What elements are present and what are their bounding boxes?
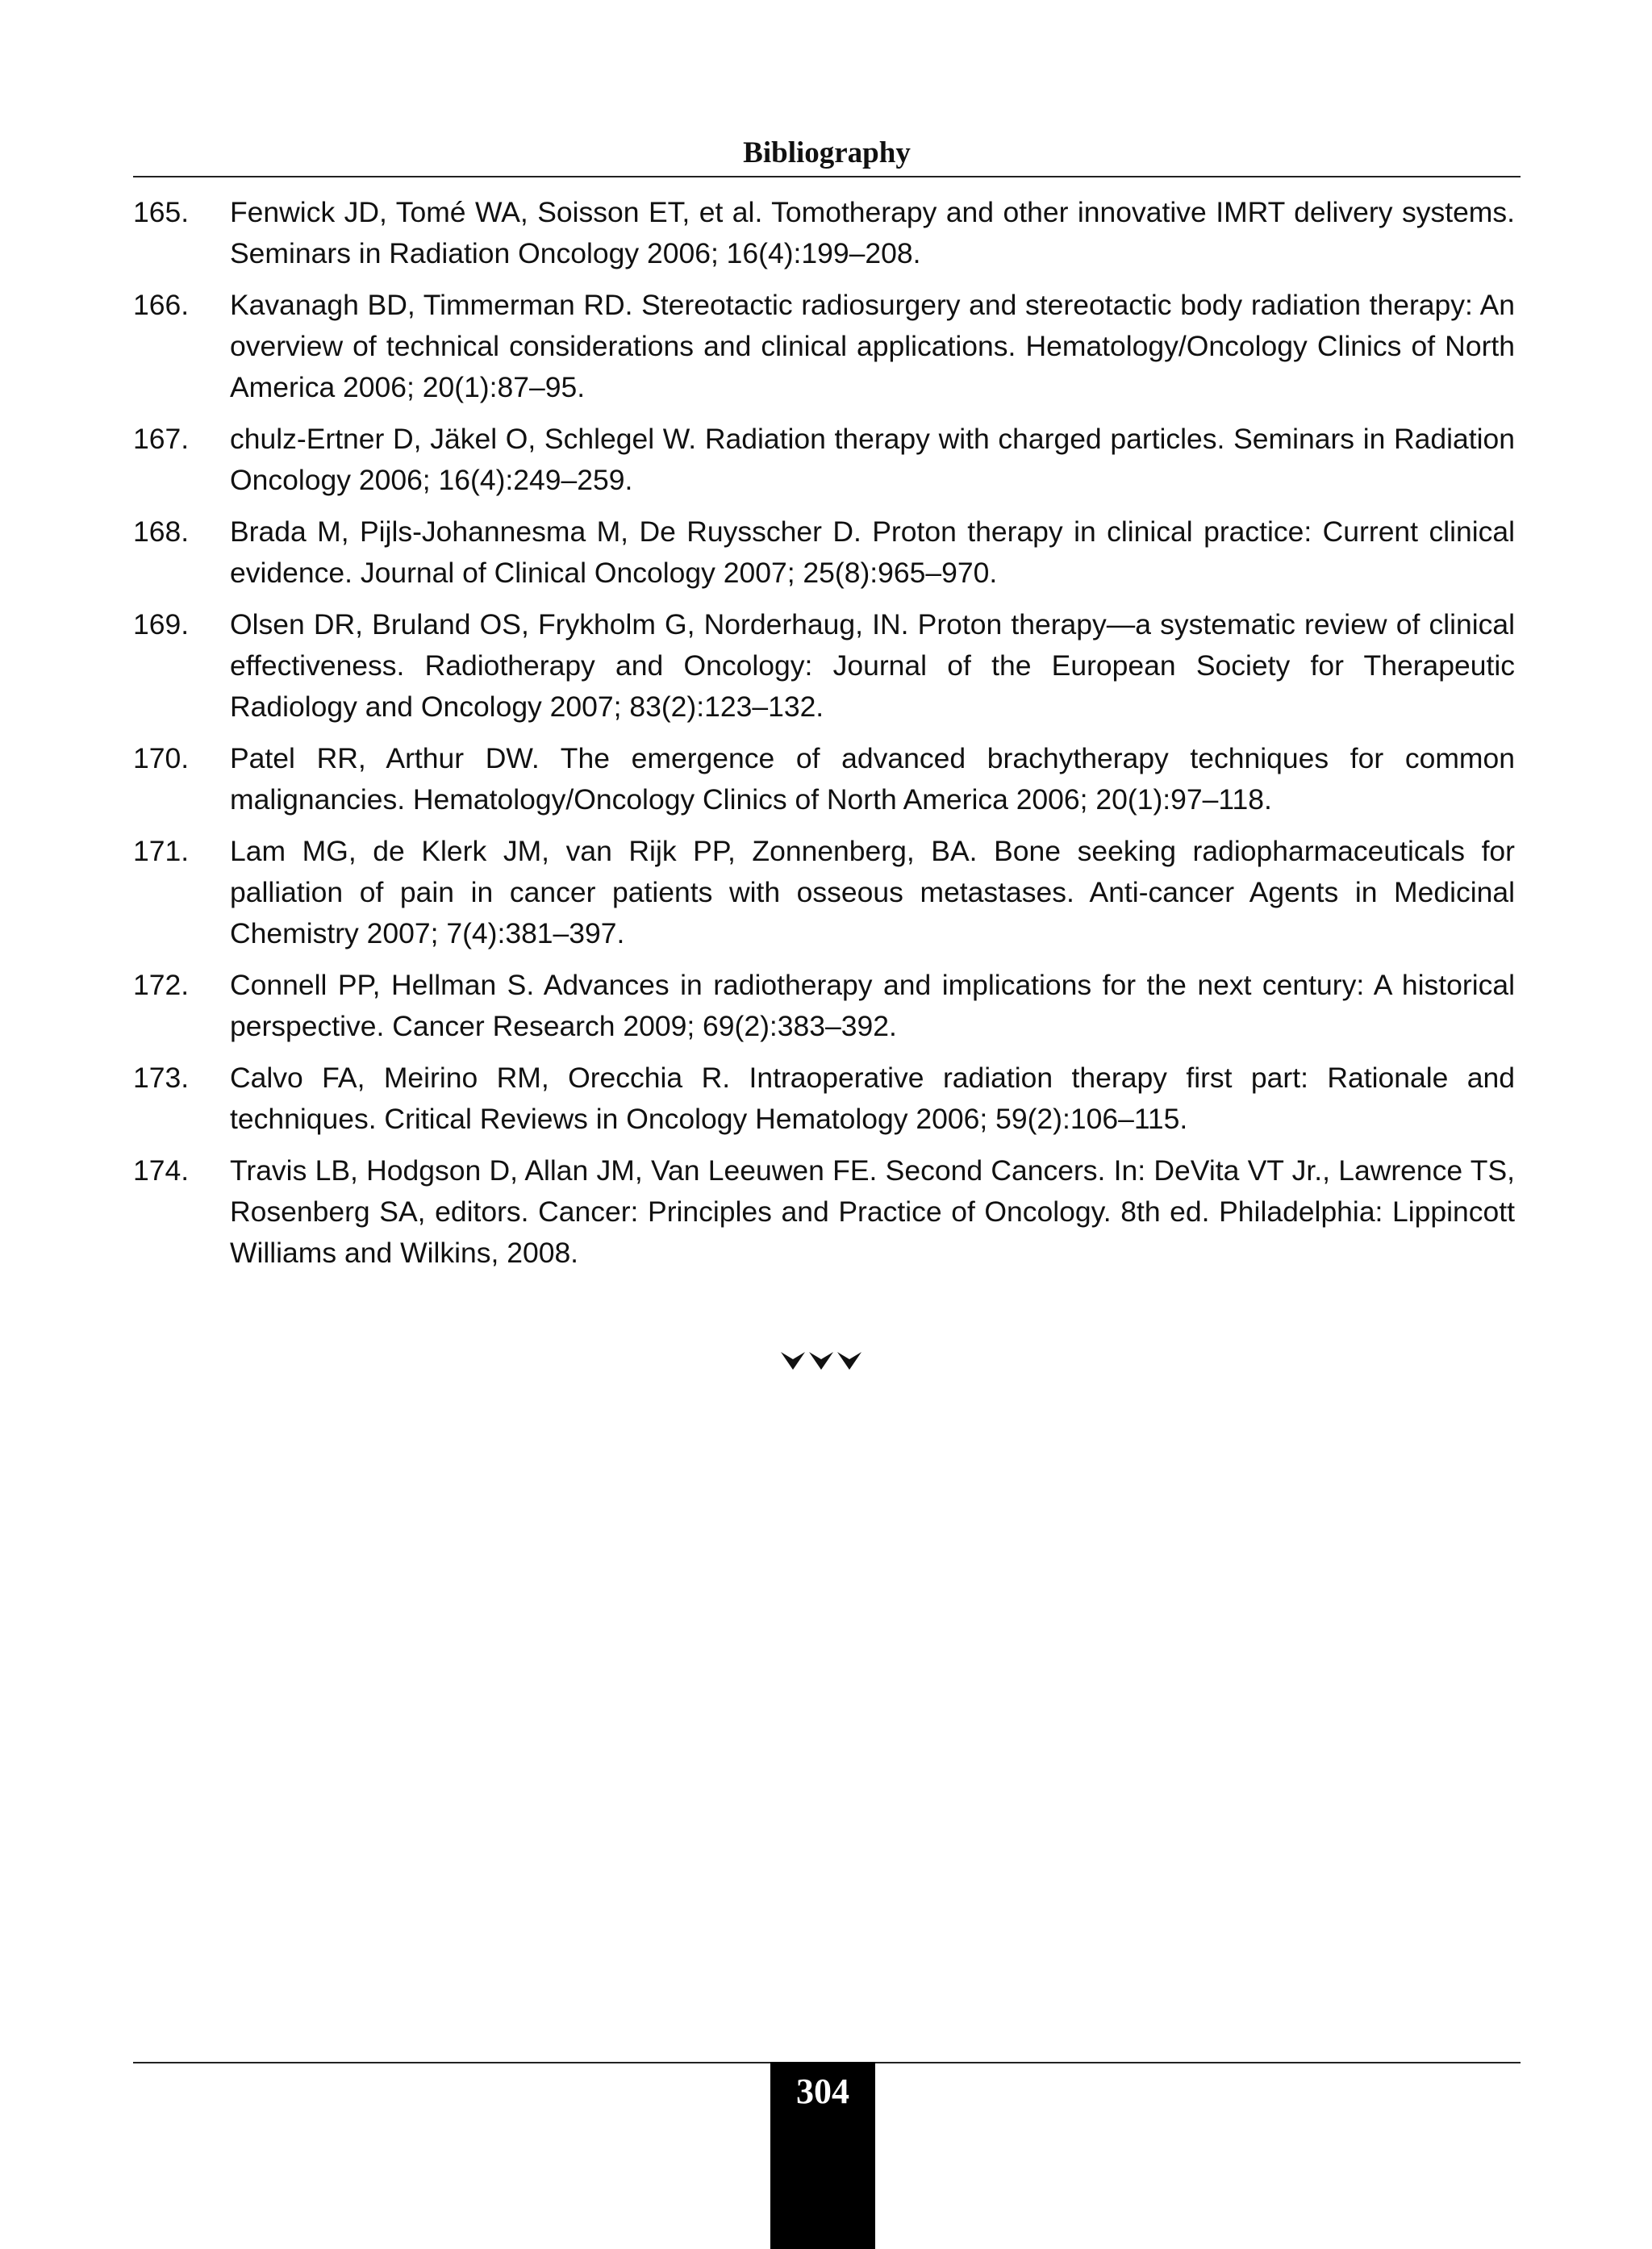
reference-item bbox=[133, 192, 1515, 274]
header-rule bbox=[133, 176, 1521, 177]
reference-item bbox=[133, 285, 1515, 408]
reference-item bbox=[133, 604, 1515, 728]
running-header: Bibliography bbox=[743, 136, 911, 169]
reference-text: Connell PP, Hellman S. Advances in radiotherapy and implications for the next century: A historical perspective. Cancer Research 2009; 69(2):383–392. bbox=[230, 969, 1515, 1042]
reference-number: 169. bbox=[133, 608, 190, 640]
reference-item bbox=[133, 1150, 1515, 1274]
reference-list bbox=[133, 192, 1515, 1284]
reference-item bbox=[133, 738, 1515, 820]
reference-number: 166. bbox=[133, 289, 190, 321]
reference-item bbox=[133, 831, 1515, 954]
reference-text: Olsen DR, Bruland OS, Frykholm G, Norderhaug, IN. Proton therapy—a systematic review of clinical effectiveness. Radiotherapy and Oncology: Journal of the European Society for Therapeutic Radiology and Oncology 2007; 83(2):123–132. bbox=[230, 608, 1515, 723]
reference-text: Kavanagh BD, Timmerman RD. Stereotactic radiosurgery and stereotactic body radiation therapy: An overview of technical considerations and clinical applications. Hematology/Oncology Clinics of North America 2006; 20(1):87–95. bbox=[230, 289, 1515, 403]
reference-number: 171. bbox=[133, 835, 190, 867]
page-number-tab bbox=[770, 2062, 875, 2249]
triple-arrowhead-ornament-icon bbox=[778, 1349, 866, 1373]
reference-item bbox=[133, 419, 1515, 501]
reference-number: 174. bbox=[133, 1154, 190, 1187]
page-number: 304 bbox=[796, 2072, 849, 2111]
reference-item bbox=[133, 1058, 1515, 1140]
reference-text: chulz-Ertner D, Jäkel O, Schlegel W. Radiation therapy with charged particles. Seminars in Radiation Oncology 2006; 16(4):249–259. bbox=[230, 423, 1515, 496]
reference-number: 172. bbox=[133, 969, 190, 1001]
reference-number: 168. bbox=[133, 515, 190, 548]
reference-number: 170. bbox=[133, 742, 190, 774]
reference-text: Brada M, Pijls-Johannesma M, De Ruysscher D. Proton therapy in clinical practice: Current clinical evidence. Journal of Clinical Oncology 2007; 25(8):965–970. bbox=[230, 515, 1515, 589]
reference-text: Travis LB, Hodgson D, Allan JM, Van Leeuwen FE. Second Cancers. In: DeVita VT Jr., Lawrence TS, Rosenberg SA, editors. Cancer: Principles and Practice of Oncology. 8th ed. Philadelphia: Lippincott Williams and Wilkins, 2008. bbox=[230, 1154, 1515, 1269]
reference-text: Calvo FA, Meirino RM, Orecchia R. Intraoperative radiation therapy first part: Rationale and techniques. Critical Reviews in Oncology Hematology 2006; 59(2):106–115. bbox=[230, 1062, 1515, 1135]
reference-number: 167. bbox=[133, 423, 190, 455]
reference-item bbox=[133, 511, 1515, 594]
reference-item bbox=[133, 965, 1515, 1047]
reference-number: 165. bbox=[133, 196, 190, 228]
reference-text: Lam MG, de Klerk JM, van Rijk PP, Zonnenberg, BA. Bone seeking radiopharmaceuticals for palliation of pain in cancer patients with osseous metastases. Anti-cancer Agents in Medicinal Chemistry 2007; 7(4):381–397. bbox=[230, 835, 1515, 949]
reference-number: 173. bbox=[133, 1062, 190, 1094]
reference-text: Fenwick JD, Tomé WA, Soisson ET, et al. Tomotherapy and other innovative IMRT delivery systems. Seminars in Radiation Oncology 2006; 16(4):199–208. bbox=[230, 196, 1515, 269]
reference-text: Patel RR, Arthur DW. The emergence of advanced brachytherapy techniques for common malignancies. Hematology/Oncology Clinics of North America 2006; 20(1):97–118. bbox=[230, 742, 1515, 816]
